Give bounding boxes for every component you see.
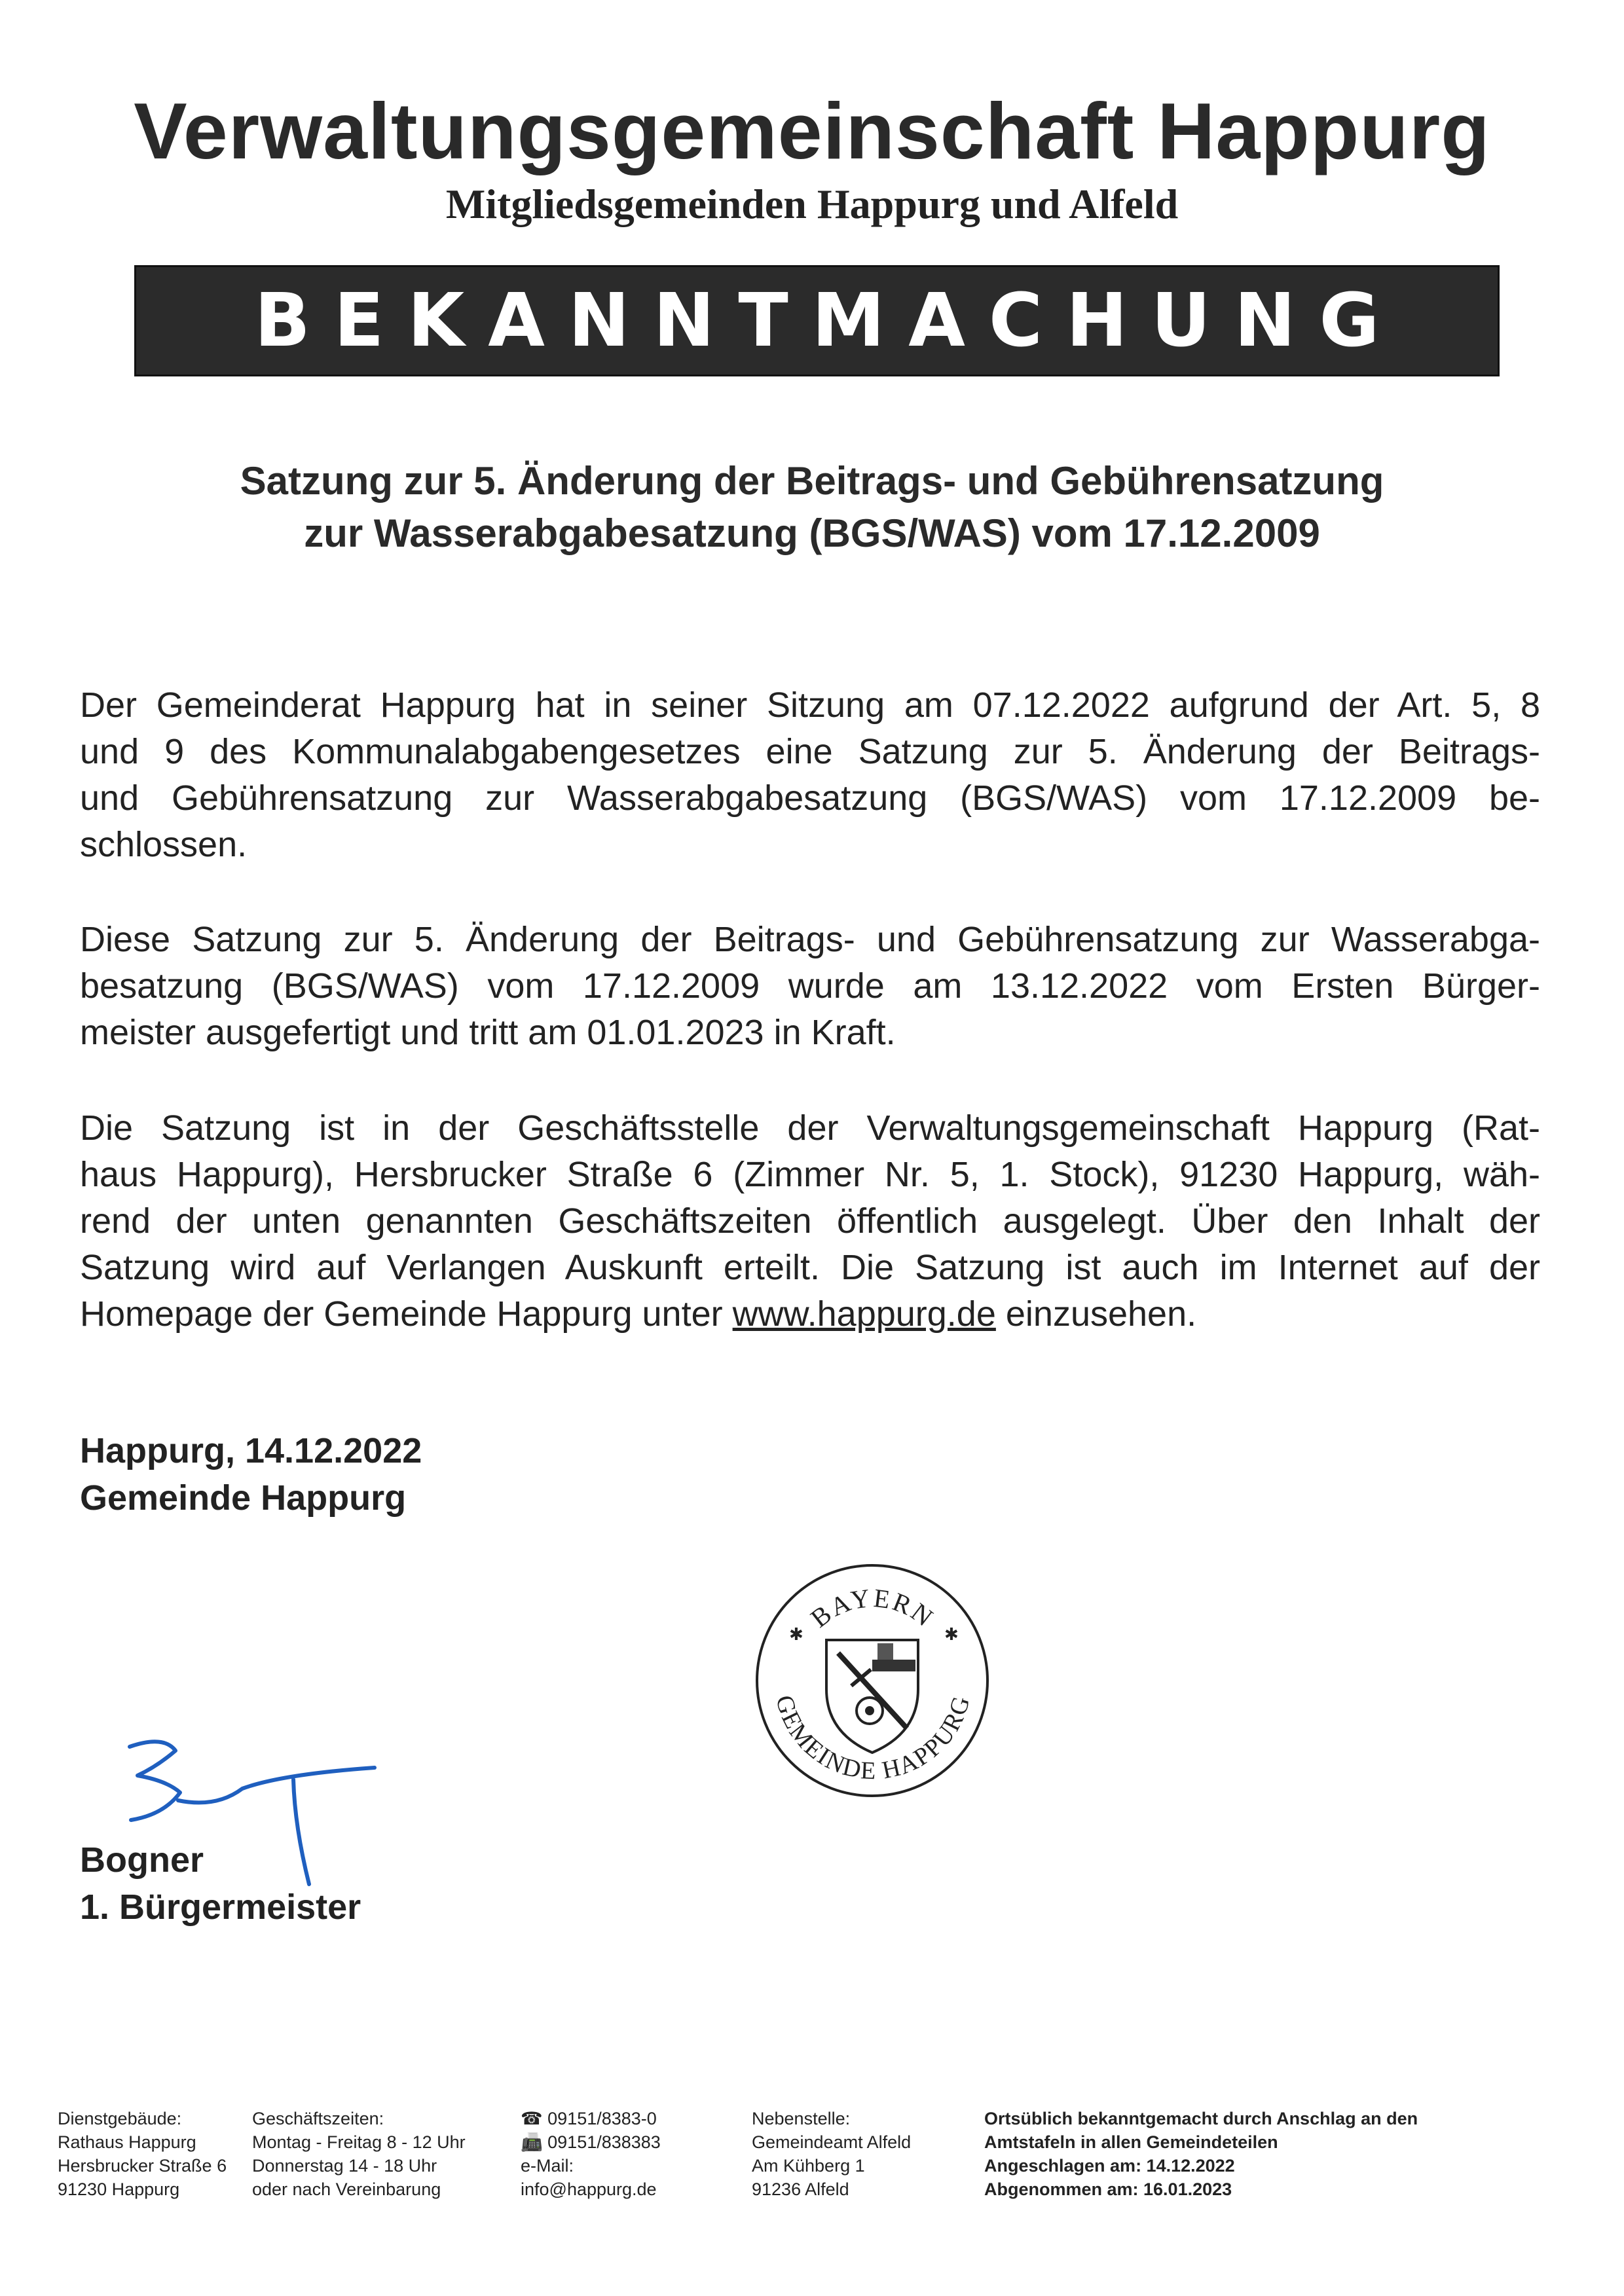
paragraph-line: Satzung wird auf Verlangen Auskunft erteilt. Die Satzung ist auch im Internet auf der — [80, 1248, 1540, 1287]
announcement-banner — [134, 265, 1500, 376]
seal-star-left-icon: ✱ — [789, 1624, 803, 1644]
footer-contact — [521, 2107, 661, 2201]
phone-number: 09151/8383-0 — [547, 2109, 657, 2128]
paragraph-line: rend der unten genannten Geschäftszeiten öffentlich ausgelegt. Über den Inhalt der — [80, 1201, 1540, 1241]
signatory-name: Bogner — [80, 1840, 204, 1880]
footer-line: Nebenstelle: — [752, 2109, 851, 2128]
footer-office-building — [58, 2107, 227, 2201]
paragraph-council-decision — [80, 682, 1540, 868]
svg-text:BAYERN — [805, 1583, 940, 1633]
paragraph-line: Die Satzung ist in der Geschäftsstelle der Verwaltungsgemeinschaft Happurg (Rat- — [80, 1108, 1540, 1148]
footer-line: oder nach Vereinbarung — [252, 2179, 441, 2199]
fax-number: 09151/838383 — [547, 2132, 661, 2152]
document-title — [0, 455, 1624, 560]
paragraph-effective-date — [80, 917, 1540, 1056]
place-and-date — [80, 1427, 422, 1522]
place-date-line: Happurg, 14.12.2022 — [80, 1431, 422, 1470]
official-seal — [753, 1561, 992, 1800]
paragraph-line — [80, 1291, 1540, 1338]
announcement-banner-label: BEKANNTMACHUNG — [254, 278, 1403, 363]
footer-line: Amtstafeln in allen Gemeindeteilen — [984, 2132, 1278, 2152]
coat-of-arms-icon — [826, 1640, 918, 1753]
footer-branch-office — [752, 2107, 911, 2201]
paragraph-line-text: Homepage der Gemeinde Happurg unter — [80, 1294, 733, 1334]
member-municipalities: Mitgliedsgemeinden Happurg und Alfeld — [445, 181, 1179, 227]
fax-icon: 📠 — [521, 2132, 543, 2152]
footer-line: Geschäftszeiten: — [252, 2109, 384, 2128]
paragraph-line: Diese Satzung zur 5. Änderung der Beitrags- und Gebührensatzung zur Wasserabga- — [80, 920, 1540, 959]
footer-line: 91236 Alfeld — [752, 2179, 849, 2199]
paragraph-line-text: einzusehen. — [995, 1294, 1197, 1334]
footer-line: Donnerstag 14 - 18 Uhr — [252, 2156, 437, 2176]
organization-title: Verwaltungsgemeinschaft Happurg — [134, 86, 1490, 175]
signatory — [80, 1836, 361, 1931]
footer-line: Dienstgebäude: — [58, 2109, 182, 2128]
website-link[interactable]: www.happurg.de — [732, 1294, 996, 1334]
footer-line: Montag - Freitag 8 - 12 Uhr — [252, 2132, 466, 2152]
footer-line: 91230 Happurg — [58, 2179, 180, 2199]
municipality-name: Gemeinde Happurg — [80, 1478, 407, 1518]
footer-line: Ortsüblich bekanntgemacht durch Anschlag an den — [984, 2109, 1418, 2128]
email-address[interactable]: info@happurg.de — [521, 2179, 657, 2199]
paragraph-line: Der Gemeinderat Happurg hat in seiner Sitzung am 07.12.2022 aufgrund der Art. 5, 8 — [80, 685, 1540, 725]
footer-fax — [521, 2130, 661, 2154]
paragraph-line: besatzung (BGS/WAS) vom 17.12.2009 wurde am 13.12.2022 vom Ersten Bürger- — [80, 966, 1540, 1006]
paragraph-line: meister ausgefertigt und tritt am 01.01.2023 in Kraft. — [80, 1013, 896, 1052]
paragraph-line: schlossen. — [80, 825, 248, 864]
title-line-1: Satzung zur 5. Änderung der Beitrags- und Gebührensatzung — [240, 459, 1384, 503]
seal-ring-text: GEMEINDE HAPPURG — [770, 1692, 976, 1785]
paragraph-line: und Gebührensatzung zur Wasserabgabesatzung (BGS/WAS) vom 17.12.2009 be- — [80, 778, 1540, 818]
seal-star-right-icon: ✱ — [944, 1624, 959, 1644]
phone-icon: ☎ — [521, 2109, 543, 2128]
footer-line: Rathaus Happurg — [58, 2132, 196, 2152]
footer-line: Am Kühberg 1 — [752, 2156, 865, 2176]
footer-posting-notice — [984, 2107, 1418, 2201]
paragraph-public-display — [80, 1105, 1540, 1338]
footer-line: Gemeindeamt Alfeld — [752, 2132, 912, 2152]
signatory-role: 1. Bürgermeister — [80, 1887, 361, 1927]
footer-line: Angeschlagen am: 14.12.2022 — [984, 2156, 1235, 2176]
paragraph-line: haus Happurg), Hersbrucker Straße 6 (Zimmer Nr. 5, 1. Stock), 91230 Happurg, wäh- — [80, 1155, 1540, 1194]
email-label: e-Mail: — [521, 2156, 574, 2176]
footer-line: Abgenommen am: 16.01.2023 — [984, 2179, 1232, 2199]
footer-line: Hersbrucker Straße 6 — [58, 2156, 227, 2176]
title-line-2: zur Wasserabgabesatzung (BGS/WAS) vom 17.12.2009 — [304, 511, 1320, 555]
seal-top-text: BAYERN — [805, 1582, 940, 1633]
footer-office-hours — [252, 2107, 466, 2201]
footer-phone — [521, 2107, 661, 2130]
paragraph-line: und 9 des Kommunalabgabengesetzes eine Satzung zur 5. Änderung der Beitrags- — [80, 732, 1540, 771]
